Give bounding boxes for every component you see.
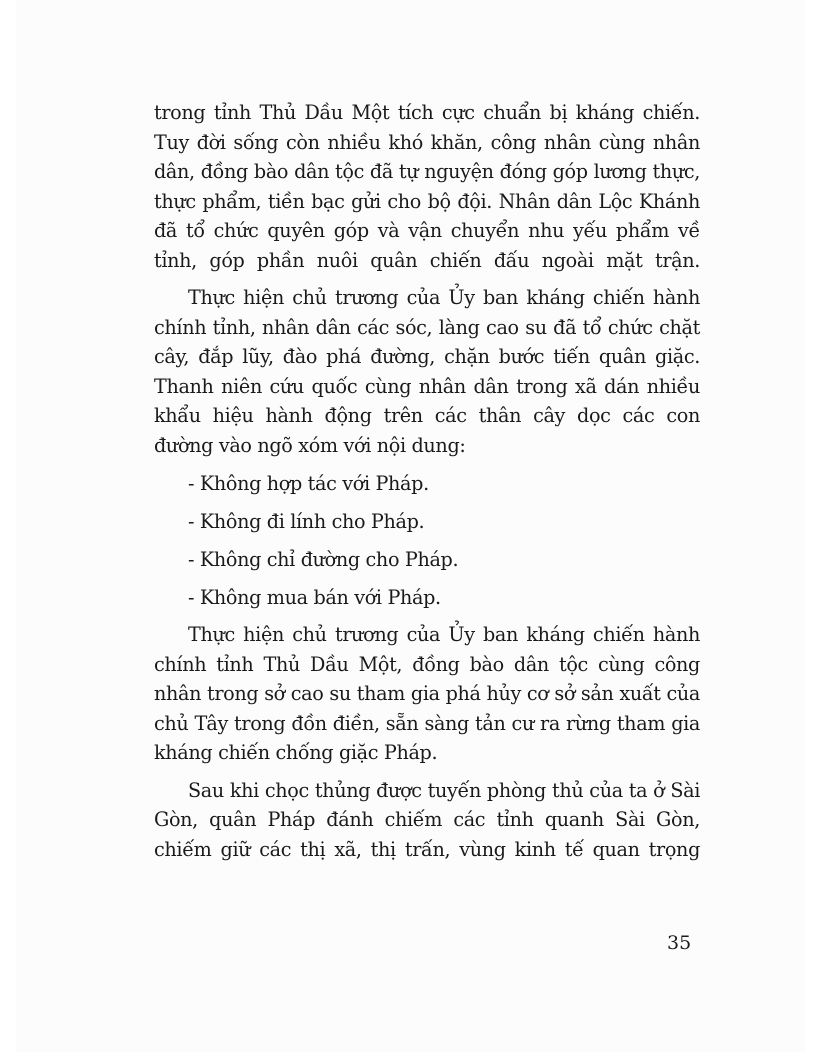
body-text: [154, 98, 700, 864]
paragraph-continues: Sau khi chọc thủng được tuyến phòng thủ của ta ở Sài Gòn, quân Pháp đánh chiếm các tỉnh quanh Sài Gòn, chiếm giữ các thị xã, thị trấn, vùng kinh tế quan trọng: [154, 778, 700, 861]
paragraph: Thực hiện chủ trương của Ủy ban kháng chiến hành chính tỉnh Thủ Dầu Một, đồng bào dân tộc cùng công nhân trong sở cao su tham gia phá hủy cơ sở sản xuất của chủ Tây trong đồn điền, sẵn sàng tản cư ra rừng tham gia kháng chiến chống giặc Pháp.: [154, 623, 700, 764]
slogan-item: - Không đi lính cho Pháp.: [188, 509, 425, 533]
paragraph: Thực hiện chủ trương của Ủy ban kháng chiến hành chính tỉnh, nhân dân các sóc, làng cao su đã tổ chức chặt cây, đắp lũy, đào phá đường, chặn bước tiến quân giặc. Thanh niên cứu quốc cùng nhân dân trong xã dán nhiều khẩu hiệu hành động trên các thân cây dọc các con đường vào ngõ xóm với nội dung:: [154, 286, 700, 457]
page-number: 35: [667, 932, 692, 954]
paragraph-continued: trong tỉnh Thủ Dầu Một tích cực chuẩn bị kháng chiến. Tuy đời sống còn nhiều khó khăn, công nhân cùng nhân dân, đồng bào dân tộc đã tự nguyện đóng góp lương thực, thực phẩm, tiền bạc gửi cho bộ đội. Nhân dân Lộc Khánh đã tổ chức quyên góp và vận chuyển nhu yếu phẩm về tỉnh, góp phần nuôi quân chiến đấu ngoài mặt trận.: [154, 101, 700, 272]
slogan-item: - Không chỉ đường cho Pháp.: [188, 547, 459, 571]
slogan-item: - Không hợp tác với Pháp.: [188, 471, 429, 495]
scanned-page: [16, 0, 806, 1052]
slogan-item: - Không mua bán với Pháp.: [188, 585, 441, 609]
